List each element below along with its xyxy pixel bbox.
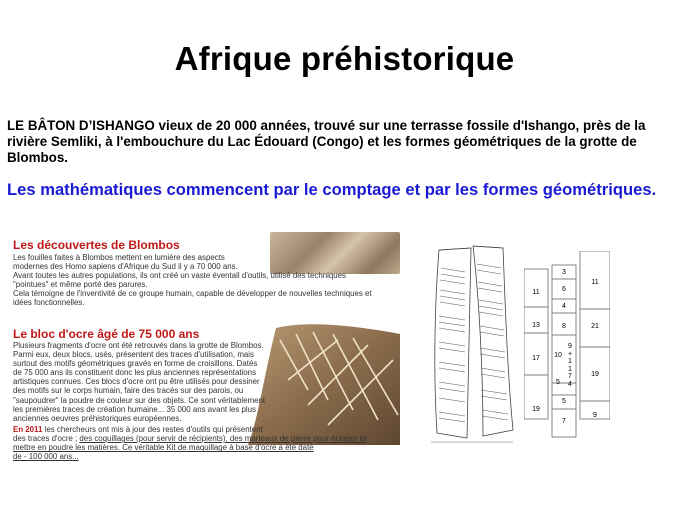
article-heading-ochre: Le bloc d'ocre âgé de 75 000 ans [13,327,200,341]
p3-line: de - 100 000 ans... [13,452,79,462]
col3-value: 9 [593,412,597,419]
article-paragraph-3 [13,425,400,461]
col1-value: 19 [532,406,540,413]
col3-value: 19 [591,371,599,378]
col2-extra-item: 1 [568,358,572,365]
col1-value: 17 [532,355,540,362]
p3-line: les chercheurs ont mis à jour des restes d'outils qui présentent [42,425,263,434]
p1-line: idées fonctionnelles. [13,298,85,308]
blombos-article [8,232,400,466]
col3-value: 21 [591,323,599,330]
tally-notches [439,264,508,422]
p2-line: artistiques connues. Ces blocs d'ocre ont pu être utilisés pour dessiner [13,377,260,387]
p1-line: "pointues" et même porté des parures. [13,280,148,290]
col2-value: 3 [562,269,566,276]
col2-value: 5 [556,379,560,386]
col1-value: 11 [532,289,540,296]
p3-line: mettre en poudre les matières. Ce véritable Kit de maquillage à base d'ocre a été daté [13,443,314,453]
col2-extra-item: 4 [568,380,572,388]
p2-line: anciennes oeuvres préhistoriques européennes. [13,413,182,423]
col2-value: 7 [562,418,566,425]
ishango-tally-grid [524,251,610,438]
p1-line: Avant toutes les autres populations, ils ont créé un vaste éventail d'outils, utilisé des techniques [13,271,346,281]
col2-value: 4 [562,303,566,310]
subtitle-text: Les mathématiques commencent par le comptage et par les formes géométriques. [7,180,657,199]
p3-line: des traces d'ocre ; [13,434,80,444]
col2-extra-item: 1 [568,365,572,373]
p2-line: surtout des motifs géométriques gravés en forme de croisillons. Datés [13,359,258,369]
p1-line: Cela témoigne de l'inventivité de ce groupe humain, capable de développer de nouvelles techniques et [13,289,372,299]
col2-value: 6 [562,286,566,293]
col2-extra-item: 7 [568,373,572,380]
article-paragraph-1 [13,253,400,308]
p2-line: Plusieurs fragments d'ocre ont été retrouvés dans la grotte de Blombos. [13,341,264,350]
intro-text: LE BÂTON D’ISHANGO vieux de 20 000 années, trouvé sur une terrasse fossile d'Ishango, près de la rivière Semliki, à l'embouchure du Lac Édouard (Congo) et les formes géométriques de la grotte de Blombos. [7,118,646,165]
slide-title: Afrique préhistorique [174,40,515,77]
p1-line: modernes des Homo sapiens d'Afrique du Sud il y a 70 000 ans. [13,262,238,272]
p2-line: des motifs sur le corps humain, faire des tracés sur des parois, ou [13,386,244,396]
article-heading-blombos: Les découvertes de Blombos [13,238,180,252]
article-paragraph-2 [13,341,303,423]
col1-value: 13 [532,322,540,329]
p2-line: de 75 000 ans ils constituent donc les plus anciennes représentations [13,368,257,378]
col2-extra-item: 9 [568,343,572,350]
p3-year: En 2011 [13,425,43,434]
col2-value: 8 [562,323,566,330]
p2-line: Parmi eux, deux blocs, usés, présentent des traces d'utilisation, mais [13,350,254,360]
col2-extra [566,343,574,388]
ishango-bone-drawing [425,238,520,448]
col2-value: 10 [554,352,562,359]
p2-line: "saupoudrer" la poudre de couleur sur des objets. Ce sont véritablement [13,395,266,405]
col2-value: 5 [562,398,566,405]
col3-value: 11 [591,279,599,286]
p1-line: Les fouilles faites à Blombos mettent en lumière des aspects [13,253,225,262]
p3-line: des coquillages (pour servir de récipients), des marteaux de pierre pour écraser et [79,434,367,444]
p2-line: les premières traces de création humaine... 35 000 ans avant les plus [13,404,256,414]
col2-extra-item: + [567,350,573,358]
